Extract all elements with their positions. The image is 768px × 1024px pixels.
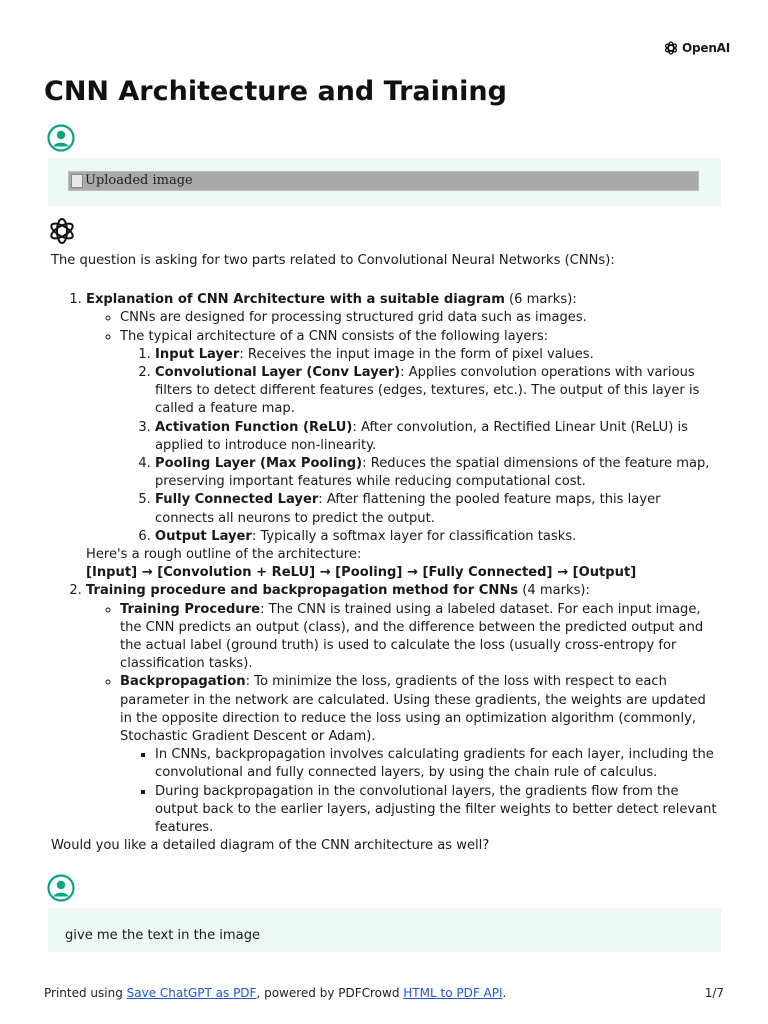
layer-item [155, 419, 721, 455]
layer-name: Output Layer [155, 528, 252, 544]
answer-list [51, 291, 721, 837]
list-item [120, 673, 721, 837]
layer-name: Activation Function (ReLU) [155, 419, 353, 435]
user-avatar-icon [47, 874, 75, 902]
footer-credit [44, 986, 506, 1000]
chatgpt-logo-icon [47, 216, 77, 246]
user-message-bubble [48, 158, 721, 206]
backprop-name: Backpropagation [120, 674, 246, 690]
layer-item [155, 528, 721, 546]
list-item [120, 601, 721, 674]
bullet-text: The typical architecture of a CNN consists of the following layers: [120, 328, 549, 344]
assistant-message [51, 252, 721, 856]
page-title: CNN Architecture and Training [44, 76, 507, 107]
user-avatar-icon [47, 124, 75, 152]
uploaded-image-alt: Uploaded image [85, 173, 193, 188]
part2-marks: (4 marks): [518, 583, 590, 599]
backprop-desc: : To minimize the loss, gradients of the loss with respect to each parameter in the network are calculated. Using these gradients, the weights are updated in the opposite direction to reduce the loss using an optimization algorithm (commonly, Stochastic Gradient Descent or Adam). [120, 674, 706, 745]
part1-marks: (6 marks): [504, 292, 577, 308]
layer-name: Input Layer [155, 346, 240, 362]
layer-name: Convolutional Layer (Conv Layer) [155, 365, 401, 381]
layer-name: Pooling Layer (Max Pooling) [155, 456, 363, 472]
layer-desc: : After flattening the pooled feature maps, this layer connects all neurons to predict the output. [155, 492, 661, 526]
assistant-closing: Would you like a detailed diagram of the CNN architecture as well? [51, 838, 490, 854]
layer-desc: : After convolution, a Rectified Linear Unit (ReLU) is applied to introduce non-linearity. [155, 419, 688, 453]
training-desc: : The CNN is trained using a labeled dataset. For each input image, the CNN predicts an output (class), and the difference between the predicted output and the actual label (ground truth) is used to calculate the loss (usually cross-entropy for classification tasks). [120, 601, 704, 672]
footer-middle: , powered by PDFCrowd [256, 986, 404, 1000]
layer-list [120, 346, 721, 546]
layer-item [155, 491, 721, 527]
outline-intro: Here's a rough outline of the architecture: [86, 547, 362, 563]
list-item [120, 328, 721, 546]
list-item [86, 582, 721, 837]
architecture-outline: [Input] → [Convolution + ReLU] → [Pooling] → [Fully Connected] → [Output] [86, 565, 637, 581]
openai-brand [663, 40, 730, 56]
layer-desc: : Reduces the spatial dimensions of the feature map, preserving important features while reducing computational cost. [155, 456, 710, 490]
list-item: ▪ During backpropagation in the convolutional layers, the gradients flow from the output back to the earlier layers, adjusting the filter weights to better detect relevant features. [155, 783, 721, 838]
html-to-pdf-api-link[interactable]: HTML to PDF API [403, 986, 503, 1000]
layer-desc: : Typically a softmax layer for classification tasks. [251, 528, 577, 544]
page-number: 1/7 [704, 986, 724, 1000]
footer-prefix: Printed using [44, 986, 127, 1000]
user-message-bubble [48, 908, 721, 952]
footer [44, 986, 724, 1000]
assistant-intro: The question is asking for two parts related to Convolutional Neural Networks (CNNs): [51, 253, 615, 268]
list-item [86, 291, 721, 582]
part2-bullets [86, 601, 721, 838]
backprop-sub-bullets [120, 746, 721, 837]
layer-desc: : Receives the input image in the form of pixel values. [239, 346, 594, 362]
layer-desc: : Applies convolution operations with various filters to detect different features (edges, textures, etc.). The output of this layer is called a feature map. [155, 365, 700, 417]
layer-item [155, 455, 721, 491]
layer-item [155, 346, 721, 364]
layer-name: Fully Connected Layer [155, 492, 319, 508]
broken-image-icon [71, 174, 83, 188]
list-item: ◦ CNNs are designed for processing structured grid data such as images. [120, 309, 721, 327]
part1-heading: Explanation of CNN Architecture with a suitable diagram [86, 292, 505, 308]
save-chatgpt-pdf-link[interactable]: Save ChatGPT as PDF [126, 986, 257, 1000]
part2-heading: Training procedure and backpropagation method for CNNs [86, 583, 519, 599]
brand-name: OpenAI [682, 41, 731, 55]
user-message-text: give me the text in the image [65, 928, 261, 943]
uploaded-image[interactable] [68, 171, 699, 191]
openai-logo-icon [663, 40, 679, 56]
training-name: Training Procedure [120, 601, 261, 617]
list-item: ▪ In CNNs, backpropagation involves calculating gradients for each layer, including the convolutional and fully connected layers, by using the chain rule of calculus. [155, 746, 721, 782]
part1-bullets [86, 309, 721, 546]
footer-suffix: . [502, 986, 507, 1000]
layer-item [155, 364, 721, 419]
